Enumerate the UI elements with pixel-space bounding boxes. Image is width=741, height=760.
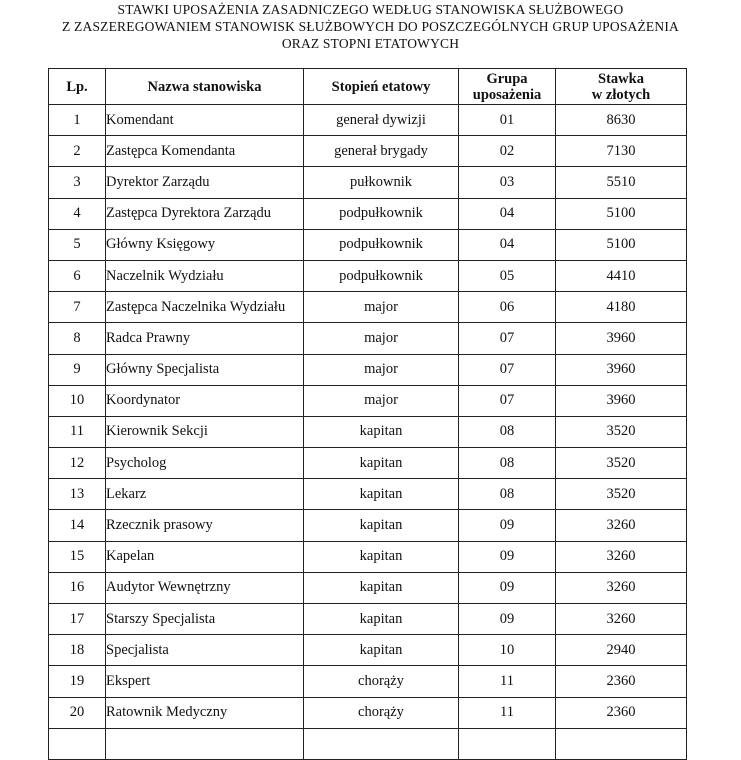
cell-lp: 3: [49, 167, 106, 198]
cell-rank: kapitan: [304, 541, 459, 572]
cell-rank: kapitan: [304, 479, 459, 510]
cell-pay-group: 10: [459, 635, 556, 666]
table-row: [49, 385, 687, 416]
cell-rank: podpułkownik: [304, 260, 459, 291]
cell-position-name: Główny Specjalista: [106, 354, 304, 385]
cell-amount: 2940: [556, 635, 687, 666]
title-line-2: Z ZASZEREGOWANIEM STANOWISK SŁUŻBOWYCH DO POSZCZEGÓLNYCH GRUP UPOSAŻENIA: [62, 19, 679, 34]
cell-amount: 8630: [556, 105, 687, 136]
cell-amount: 3520: [556, 479, 687, 510]
cell-pay-group: 08: [459, 448, 556, 479]
table-header-row: [49, 69, 687, 105]
table-row: [49, 229, 687, 260]
header-position-name: Nazwa stanowiska: [106, 69, 304, 105]
cell-position-name: Kapelan: [106, 541, 304, 572]
cell-amount: 2360: [556, 697, 687, 728]
table-row: [49, 697, 687, 728]
cell-rank: kapitan: [304, 416, 459, 447]
cell-position-name: Specjalista: [106, 635, 304, 666]
cell-rank: kapitan: [304, 448, 459, 479]
cell-rank: chorąży: [304, 697, 459, 728]
cell-position-name: Kierownik Sekcji: [106, 416, 304, 447]
cell-pay-group: 11: [459, 666, 556, 697]
title-line-1: STAWKI UPOSAŻENIA ZASADNICZEGO WEDŁUG STANOWISKA SŁUŻBOWEGO: [117, 2, 624, 17]
cell-amount: [556, 728, 687, 759]
cell-pay-group: 09: [459, 604, 556, 635]
cell-position-name: Koordynator: [106, 385, 304, 416]
salary-table: [48, 68, 687, 760]
cell-pay-group: 04: [459, 198, 556, 229]
table-row: [49, 572, 687, 603]
cell-pay-group: 05: [459, 260, 556, 291]
cell-lp: 7: [49, 292, 106, 323]
cell-position-name: Komendant: [106, 105, 304, 136]
cell-rank: podpułkownik: [304, 229, 459, 260]
table-row: [49, 728, 687, 759]
cell-position-name: Starszy Specjalista: [106, 604, 304, 635]
cell-amount: 3260: [556, 541, 687, 572]
table-row: [49, 354, 687, 385]
cell-amount: 3960: [556, 385, 687, 416]
cell-amount: 3960: [556, 323, 687, 354]
cell-amount: 3260: [556, 510, 687, 541]
cell-lp: 17: [49, 604, 106, 635]
cell-lp: 19: [49, 666, 106, 697]
table-row: [49, 136, 687, 167]
document-title: [0, 1, 741, 52]
cell-pay-group: 01: [459, 105, 556, 136]
header-rank: Stopień etatowy: [304, 69, 459, 105]
cell-pay-group: 04: [459, 229, 556, 260]
cell-position-name: Psycholog: [106, 448, 304, 479]
cell-position-name: Główny Księgowy: [106, 229, 304, 260]
header-amount: [556, 69, 687, 105]
cell-rank: pułkownik: [304, 167, 459, 198]
cell-pay-group: 09: [459, 541, 556, 572]
header-pay-group-line1: Grupa: [486, 70, 528, 87]
cell-position-name: Zastępca Dyrektora Zarządu: [106, 198, 304, 229]
cell-lp: 5: [49, 229, 106, 260]
table-row: [49, 448, 687, 479]
cell-rank: kapitan: [304, 510, 459, 541]
cell-pay-group: 09: [459, 572, 556, 603]
cell-amount: 3260: [556, 572, 687, 603]
cell-pay-group: 07: [459, 323, 556, 354]
cell-rank: major: [304, 354, 459, 385]
cell-amount: 4180: [556, 292, 687, 323]
cell-amount: 3520: [556, 448, 687, 479]
cell-position-name: Zastępca Komendanta: [106, 136, 304, 167]
cell-amount: 4410: [556, 260, 687, 291]
cell-amount: 7130: [556, 136, 687, 167]
cell-rank: [304, 728, 459, 759]
table-row: [49, 167, 687, 198]
cell-position-name: Rzecznik prasowy: [106, 510, 304, 541]
cell-rank: kapitan: [304, 635, 459, 666]
header-lp: Lp.: [49, 69, 106, 105]
cell-amount: 3260: [556, 604, 687, 635]
table-row: [49, 260, 687, 291]
cell-pay-group: 09: [459, 510, 556, 541]
table-row: [49, 635, 687, 666]
cell-position-name: Audytor Wewnętrzny: [106, 572, 304, 603]
cell-position-name: Ekspert: [106, 666, 304, 697]
header-amount-line2: w złotych: [591, 86, 651, 103]
cell-pay-group: 06: [459, 292, 556, 323]
cell-position-name: Radca Prawny: [106, 323, 304, 354]
cell-position-name: Zastępca Naczelnika Wydziału: [106, 292, 304, 323]
cell-position-name: Naczelnik Wydziału: [106, 260, 304, 291]
cell-lp: 10: [49, 385, 106, 416]
header-pay-group-line2: uposażenia: [472, 86, 542, 103]
header-pay-group: [459, 69, 556, 105]
cell-lp: 9: [49, 354, 106, 385]
table-row: [49, 541, 687, 572]
cell-lp: 1: [49, 105, 106, 136]
cell-lp: 11: [49, 416, 106, 447]
cell-lp: 13: [49, 479, 106, 510]
cell-rank: major: [304, 323, 459, 354]
title-line-3: ORAZ STOPNI ETATOWYCH: [281, 36, 460, 51]
cell-lp: 2: [49, 136, 106, 167]
table-row: [49, 666, 687, 697]
cell-rank: podpułkownik: [304, 198, 459, 229]
cell-pay-group: 07: [459, 385, 556, 416]
cell-rank: generał dywizji: [304, 105, 459, 136]
cell-position-name: Lekarz: [106, 479, 304, 510]
cell-lp: 18: [49, 635, 106, 666]
cell-amount: 5100: [556, 198, 687, 229]
cell-lp: 8: [49, 323, 106, 354]
cell-pay-group: 08: [459, 416, 556, 447]
cell-lp: 15: [49, 541, 106, 572]
cell-lp: 14: [49, 510, 106, 541]
cell-lp: 16: [49, 572, 106, 603]
cell-pay-group: 08: [459, 479, 556, 510]
cell-pay-group: 03: [459, 167, 556, 198]
table-row: [49, 323, 687, 354]
cell-amount: 2360: [556, 666, 687, 697]
table-row: [49, 604, 687, 635]
cell-position-name: [106, 728, 304, 759]
cell-rank: major: [304, 292, 459, 323]
cell-rank: generał brygady: [304, 136, 459, 167]
table-row: [49, 416, 687, 447]
table-row: [49, 198, 687, 229]
cell-position-name: Dyrektor Zarządu: [106, 167, 304, 198]
table-row: [49, 105, 687, 136]
table-row: [49, 292, 687, 323]
cell-lp: 12: [49, 448, 106, 479]
cell-amount: 5100: [556, 229, 687, 260]
cell-lp: 20: [49, 697, 106, 728]
cell-amount: 3520: [556, 416, 687, 447]
cell-lp: 6: [49, 260, 106, 291]
table-body: [49, 105, 687, 760]
cell-pay-group: 11: [459, 697, 556, 728]
cell-amount: 5510: [556, 167, 687, 198]
cell-rank: chorąży: [304, 666, 459, 697]
table-row: [49, 510, 687, 541]
cell-rank: kapitan: [304, 572, 459, 603]
table-row: [49, 479, 687, 510]
cell-pay-group: [459, 728, 556, 759]
cell-pay-group: 07: [459, 354, 556, 385]
cell-rank: kapitan: [304, 604, 459, 635]
cell-amount: 3960: [556, 354, 687, 385]
cell-lp: 4: [49, 198, 106, 229]
header-amount-line1: Stawka: [598, 70, 644, 87]
cell-lp: [49, 728, 106, 759]
cell-pay-group: 02: [459, 136, 556, 167]
cell-position-name: Ratownik Medyczny: [106, 697, 304, 728]
cell-rank: major: [304, 385, 459, 416]
